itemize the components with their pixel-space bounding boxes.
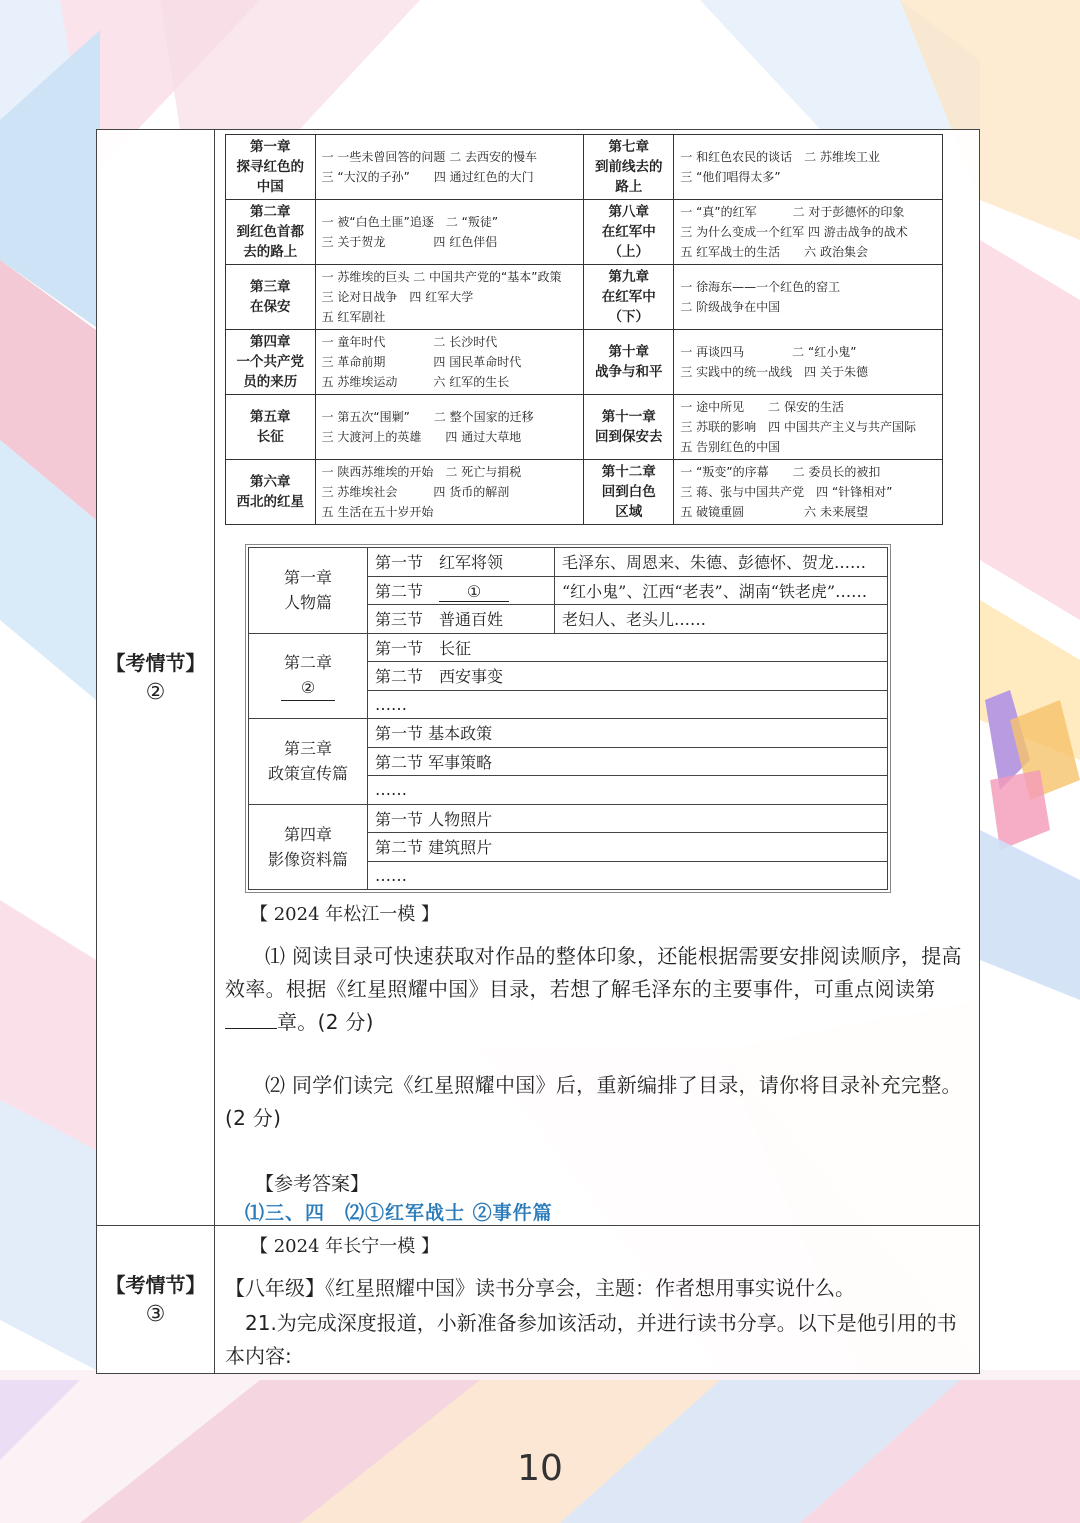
row-label-2	[97, 130, 215, 1226]
toc-chapter-sections	[315, 460, 584, 525]
toc-section-line: 一 徐海东——一个红色的窑工	[680, 280, 841, 294]
toc-section-line: 三 革命前期 四 国民革命时代	[321, 355, 522, 369]
question-21: 21.为完成深度报道，小新准备参加该活动，并进行读书分享。以下是他引用的书本内容:	[225, 1311, 957, 1368]
toc-section-line: 五 红军战士的生活 六 政治集会	[680, 245, 868, 259]
answer-blank-1: ①	[439, 582, 509, 602]
catalog-section: 第二节 西安事变	[368, 662, 888, 691]
page-number: 10	[517, 1448, 563, 1489]
toc-section-line: 一 陕西苏维埃的开始 二 死亡与捐税	[321, 465, 522, 479]
toc-row	[226, 330, 943, 395]
row-label-number: ③	[145, 1301, 166, 1327]
row-label-3	[97, 1226, 215, 1374]
toc-section-line: 三 论对日战争 四 红军大学	[321, 290, 474, 304]
row-label-text: 【考情节】	[105, 1272, 206, 1297]
answer-heading: 【参考答案】	[255, 1173, 370, 1195]
catalog-chapter-3: 第三章 政策宣传篇	[249, 719, 368, 805]
reorganized-catalog-table	[248, 547, 888, 890]
row-label-number: ②	[145, 679, 166, 705]
answer-blank-2: ②	[281, 675, 335, 701]
toc-section-line: 一 “真”的红军 二 对于彭德怀的印象	[680, 205, 905, 219]
question-source: 【 2024 年长宁一模 】	[250, 1236, 439, 1257]
toc-section-line: 三 大渡河上的英雄 四 通过大草地	[321, 430, 522, 444]
toc-section-line: 一 被“白色土匪”追逐 二 “叛徒”	[321, 215, 499, 229]
toc-chapter-title: 第五章 长征	[226, 395, 316, 460]
toc-row	[226, 265, 943, 330]
toc-chapter-sections	[674, 460, 943, 525]
toc-section-line: 五 红军剧社	[321, 310, 386, 324]
toc-section-line: 三 为什么变成一个红军 四 游击战争的战术	[680, 225, 908, 239]
catalog-section: 第一节 基本政策	[368, 719, 888, 748]
reference-answer: ⑴三、四 ⑵①红军战士 ②事件篇	[245, 1202, 553, 1224]
catalog-section: 第一节 长征	[368, 633, 888, 662]
toc-chapter-sections	[674, 395, 943, 460]
toc-row	[226, 135, 943, 200]
toc-section-line: 一 途中所见 二 保安的生活	[680, 400, 844, 414]
answer-blank	[225, 1028, 277, 1029]
toc-chapter-title: 第三章 在保安	[226, 265, 316, 330]
toc-chapter-sections	[674, 200, 943, 265]
catalog-section: 第二节 军事策略	[368, 747, 888, 776]
toc-chapter-title: 第六章 西北的红星	[226, 460, 316, 525]
toc-section-line: 一 和红色农民的谈话 二 苏维埃工业	[680, 150, 880, 164]
toc-row	[226, 395, 943, 460]
toc-section-line: 三 蒋、张与中国共产党 四 “针锋相对”	[680, 485, 893, 499]
catalog-section: 第二节 ①	[368, 576, 555, 605]
toc-chapter-sections	[315, 200, 584, 265]
catalog-chapter-4: 第四章 影像资料篇	[249, 804, 368, 890]
toc-chapter-sections	[674, 135, 943, 200]
toc-section-line: 三 关于贺龙 四 红色伴侣	[321, 235, 498, 249]
catalog-section: ……	[368, 690, 888, 719]
question-2: ⑵ 同学们读完《红星照耀中国》后，重新编排了目录，请你将目录补充完整。(2 分)	[225, 1073, 962, 1130]
row-label-text: 【考情节】	[105, 650, 206, 675]
toc-section-line: 三 苏联的影响 四 中国共产主义与共产国际	[680, 420, 916, 434]
toc-chapter-sections	[315, 395, 584, 460]
toc-section-line: 五 苏维埃运动 六 红军的生长	[321, 375, 510, 389]
toc-section-line: 五 告别红色的中国	[680, 440, 781, 454]
toc-section-line: 一 童年时代 二 长沙时代	[321, 335, 498, 349]
toc-section-line: 五 生活在五十岁开始	[321, 505, 434, 519]
book-contents-table	[225, 134, 943, 525]
catalog-chapter-1: 第一章 人物篇	[249, 548, 368, 634]
catalog-section: 第一节 红军将领	[368, 548, 555, 577]
catalog-section: ……	[368, 861, 888, 890]
toc-section-line: 一 第五次“围剿” 二 整个国家的迁移	[321, 410, 534, 424]
exam-table	[96, 129, 980, 1374]
toc-chapter-sections	[315, 135, 584, 200]
row-content-2	[215, 130, 980, 1226]
toc-chapter-title: 第二章 到红色首都 去的路上	[226, 200, 316, 265]
toc-section-line: 一 一些未曾回答的问题 二 去西安的慢车	[321, 150, 538, 164]
toc-section-line: 一 “叛变”的序幕 二 委员长的被扣	[680, 465, 881, 479]
toc-section-line: 一 再谈四马 二 “红小鬼”	[680, 345, 857, 359]
toc-section-line: 五 破镜重圆 六 未来展望	[680, 505, 868, 519]
toc-section-line: 三 “大汉的子孙” 四 通过红色的大门	[321, 170, 534, 184]
toc-section-line: 三 “他们唱得太多”	[680, 170, 781, 184]
toc-chapter-sections	[674, 265, 943, 330]
toc-section-line: 一 苏维埃的巨头 二 中国共产党的“基本”政策	[321, 270, 562, 284]
catalog-section: 第一节 人物照片	[368, 804, 888, 833]
question-intro: 【八年级】《红星照耀中国》读书分享会，主题：作者想用事实说什么。	[225, 1276, 855, 1300]
question-source: 【 2024 年松江一模 】	[250, 904, 439, 925]
toc-chapter-title: 第九章 在红军中 （下）	[584, 265, 674, 330]
catalog-section: ……	[368, 776, 888, 805]
toc-section-line: 二 阶级战争在中国	[680, 300, 781, 314]
toc-chapter-title: 第一章 探寻红色的 中国	[226, 135, 316, 200]
toc-chapter-title: 第十一章 回到保安去	[584, 395, 674, 460]
catalog-chapter-2: 第二章 ②	[249, 633, 368, 719]
catalog-section: 第二节 建筑照片	[368, 833, 888, 862]
toc-chapter-sections	[674, 330, 943, 395]
toc-chapter-title: 第十章 战争与和平	[584, 330, 674, 395]
question-1: ⑴ 阅读目录可快速获取对作品的整体印象，还能根据需要安排阅读顺序，提高效率。根据《红星照耀中国》目录，若想了解毛泽东的主要事件，可重点阅读第章。(2 分)	[225, 944, 962, 1034]
toc-chapter-sections	[315, 265, 584, 330]
toc-chapter-title: 第四章 一个共产党 员的来历	[226, 330, 316, 395]
toc-section-line: 三 实践中的统一战线 四 关于朱德	[680, 365, 868, 379]
toc-chapter-sections	[315, 330, 584, 395]
row-content-3	[215, 1226, 980, 1374]
catalog-description: 毛泽东、周恩来、朱德、彭德怀、贺龙……	[555, 548, 888, 577]
catalog-description: “红小鬼”、江西“老表”、湖南“铁老虎”……	[555, 576, 888, 605]
toc-chapter-title: 第八章 在红军中 （上）	[584, 200, 674, 265]
catalog-description: 老妇人、老头儿……	[555, 605, 888, 634]
toc-section-line: 三 苏维埃社会 四 货币的解剖	[321, 485, 510, 499]
toc-row	[226, 460, 943, 525]
catalog-section: 第三节 普通百姓	[368, 605, 555, 634]
toc-chapter-title: 第十二章 回到白色 区域	[584, 460, 674, 525]
toc-chapter-title: 第七章 到前线去的 路上	[584, 135, 674, 200]
toc-row	[226, 200, 943, 265]
